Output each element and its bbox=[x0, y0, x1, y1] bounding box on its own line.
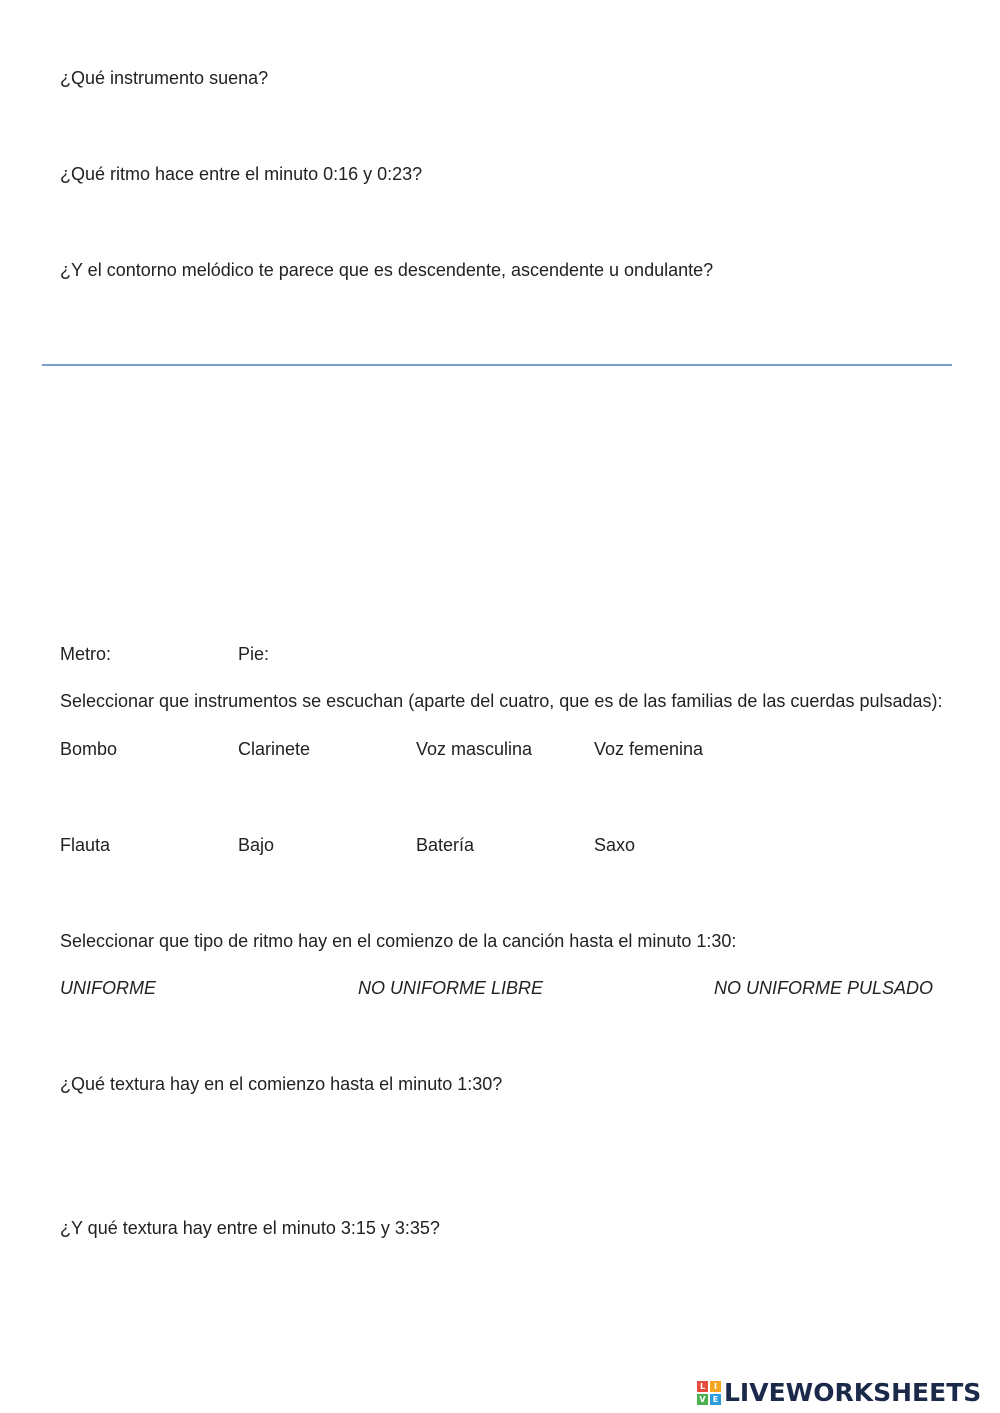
logo-letter: V bbox=[697, 1394, 708, 1405]
liveworksheets-logo bbox=[697, 1378, 981, 1408]
logo-letter: I bbox=[710, 1381, 721, 1392]
metro-label: Metro: bbox=[60, 644, 112, 664]
question-melodic-contour: ¿Y el contorno melódico te parece que es descendente, ascendente u ondulante? bbox=[60, 260, 714, 280]
question-texture-315-335: ¿Y qué textura hay entre el minuto 3:15 y 3:35? bbox=[60, 1218, 440, 1238]
question-instrument: ¿Qué instrumento suena? bbox=[60, 68, 269, 88]
option-flauta[interactable]: Flauta bbox=[60, 835, 111, 855]
logo-mark-icon bbox=[697, 1381, 721, 1405]
option-bateria[interactable]: Batería bbox=[416, 835, 475, 855]
option-clarinete[interactable]: Clarinete bbox=[238, 739, 311, 759]
option-no-uniforme-pulsado[interactable]: NO UNIFORME PULSADO bbox=[714, 978, 934, 998]
section-divider bbox=[42, 364, 952, 366]
option-uniforme[interactable]: UNIFORME bbox=[60, 978, 156, 998]
logo-letter: L bbox=[697, 1381, 708, 1392]
question-rhythm-016-023: ¿Qué ritmo hace entre el minuto 0:16 y 0:23? bbox=[60, 164, 423, 184]
logo-text: LIVEWORKSHEETS bbox=[724, 1378, 982, 1407]
option-saxo[interactable]: Saxo bbox=[594, 835, 636, 855]
option-bombo[interactable]: Bombo bbox=[60, 739, 118, 759]
instruments-prompt: Seleccionar que instrumentos se escuchan (aparte del cuatro, que es de las familias de las cuerdas pulsadas): bbox=[60, 691, 943, 711]
option-bajo[interactable]: Bajo bbox=[238, 835, 275, 855]
option-voz-masculina[interactable]: Voz masculina bbox=[416, 739, 533, 759]
question-texture-start: ¿Qué textura hay en el comienzo hasta el minuto 1:30? bbox=[60, 1074, 503, 1094]
pie-label: Pie: bbox=[238, 644, 270, 664]
logo-letter: E bbox=[710, 1394, 721, 1405]
option-no-uniforme-libre[interactable]: NO UNIFORME LIBRE bbox=[358, 978, 544, 998]
rhythm-type-prompt: Seleccionar que tipo de ritmo hay en el comienzo de la canción hasta el minuto 1:30: bbox=[60, 931, 737, 951]
option-voz-femenina[interactable]: Voz femenina bbox=[594, 739, 704, 759]
